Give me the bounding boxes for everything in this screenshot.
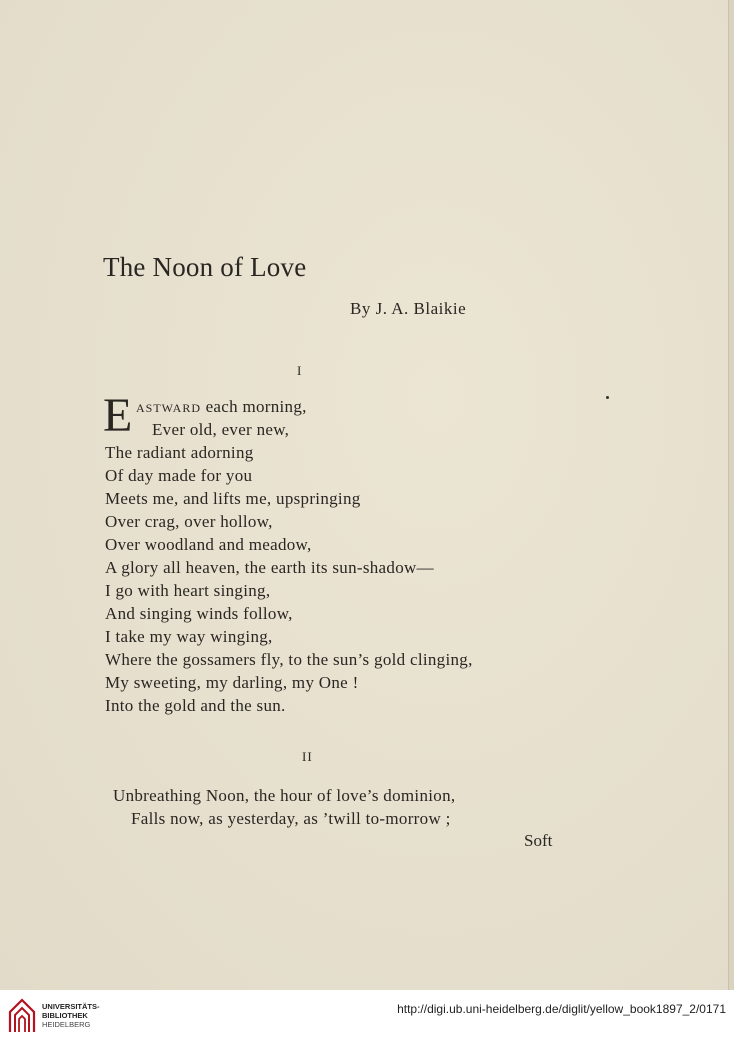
- poem-line: I go with heart singing,: [105, 581, 271, 600]
- poem-line: Over woodland and meadow,: [105, 535, 312, 554]
- library-name-line2: BIBLIOTHEK: [42, 1011, 88, 1020]
- section-number-two: II: [302, 749, 313, 764]
- library-name-line1: UNIVERSITÄTS-: [42, 1002, 100, 1011]
- poem-line: Over crag, over hollow,: [105, 512, 273, 531]
- catchword: Soft: [524, 831, 553, 850]
- poem-line: Ever old, ever new,: [152, 420, 290, 439]
- poem-line: Of day made for you: [105, 466, 253, 485]
- poem-title: The Noon of Love: [103, 252, 307, 282]
- poem-line: Where the gossamers fly, to the sun’s gold clinging,: [105, 650, 473, 669]
- poem-line: A glory all heaven, the earth its sun-shadow—: [105, 558, 434, 577]
- first-word-smallcaps: astward: [136, 397, 202, 416]
- poem-line: And singing winds follow,: [105, 604, 293, 623]
- viewer-footer: [0, 990, 734, 1044]
- library-name-line3: HEIDELBERG: [42, 1020, 91, 1029]
- poem-line: Falls now, as yesterday, as ’twill to-morrow ;: [131, 809, 451, 828]
- library-name: [42, 1002, 100, 1029]
- source-url[interactable]: http://digi.ub.uni-heidelberg.de/diglit/yellow_book1897_2/0171: [397, 1002, 726, 1016]
- poem-line: Meets me, and lifts me, upspringing: [105, 489, 361, 508]
- poem-line: The radiant adorning: [105, 443, 254, 462]
- poem-line: Into the gold and the sun.: [105, 696, 286, 715]
- poem-author: By J. A. Blaikie: [350, 299, 467, 318]
- poem-line: Unbreathing Noon, the hour of love’s dominion,: [113, 786, 456, 805]
- first-line-tail: each morning,: [201, 397, 307, 416]
- page-edge: [728, 0, 734, 990]
- paper-speck: [606, 396, 609, 399]
- poem-line-first: [136, 396, 307, 418]
- poem-line: My sweeting, my darling, my One !: [105, 673, 359, 692]
- poem-line: I take my way winging,: [105, 627, 273, 646]
- library-logo-icon: [8, 998, 36, 1034]
- section-number-one: I: [297, 363, 303, 378]
- drop-cap: E: [103, 389, 133, 442]
